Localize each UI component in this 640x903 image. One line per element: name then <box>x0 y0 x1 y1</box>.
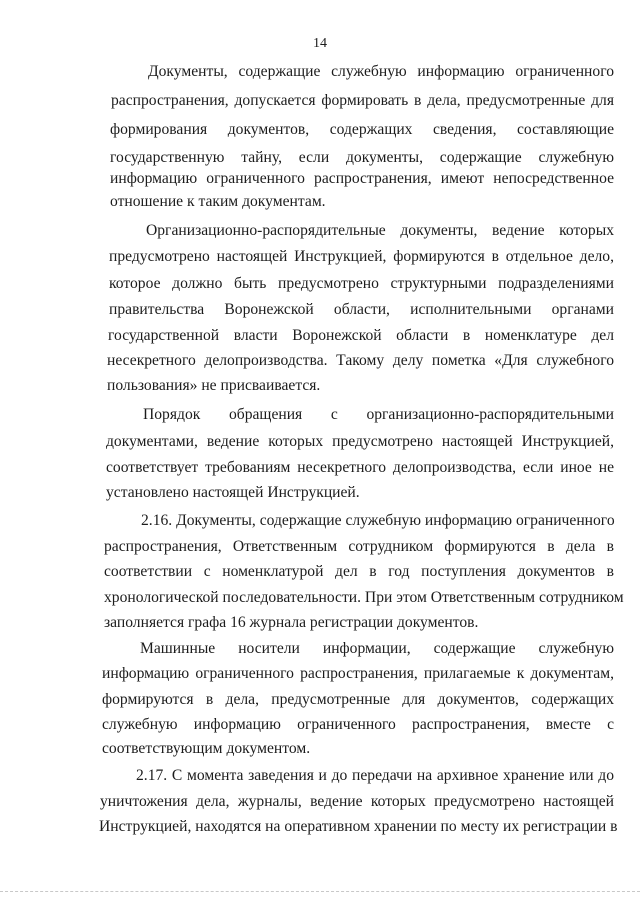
paragraph-2-line-2: предусмотрено настоящей Инструкцией, формируются в отдельное дело, <box>109 248 614 265</box>
paragraph-4-line-3: соответствии с номенклатурой дел в год поступления документов в <box>104 563 614 580</box>
paragraph-6-line-2: уничтожения дела, журналы, ведение которых предусмотрено настоящей <box>100 793 614 810</box>
paragraph-5-line-3: формируются в дела, предусмотренные для документов, содержащих <box>102 691 614 708</box>
paragraph-1-line-3: формирования документов, содержащих сведения, составляющие <box>110 121 614 138</box>
paragraph-2-line-6: несекретного делопроизводства. Такому делу пометка «Для служебного <box>107 352 614 369</box>
page-number: 14 <box>313 36 327 51</box>
paragraph-1-line-5: информацию ограниченного распространения, имеют непосредственное <box>110 170 614 187</box>
paragraph-5-line-1: Машинные носители информации, содержащие служебную <box>140 640 614 657</box>
paragraph-1-line-2: распространения, допускается формировать в дела, предусмотренные для <box>111 92 614 109</box>
paragraph-4-line-4: хронологической последовательности. При этом Ответственным сотрудником <box>104 589 624 606</box>
paragraph-1-line-6: отношение к таким документам. <box>110 193 326 210</box>
paragraph-4-line-5: заполняется графа 16 журнала регистрации документов. <box>104 614 479 631</box>
paragraph-4-line-2: распространения, Ответственным сотрудником формируются в дела в <box>104 538 614 555</box>
paragraph-4-line-1: 2.16. Документы, содержащие служебную информацию ограниченного <box>141 512 615 529</box>
paragraph-6-line-1: 2.17. С момента заведения и до передачи на архивное хранение или до <box>136 767 614 784</box>
paragraph-2-line-3: которое должно быть предусмотрено структурными подразделениями <box>109 275 614 292</box>
paragraph-6-line-3: Инструкцией, находятся на оперативном хранении по месту их регистрации в <box>99 818 618 835</box>
paragraph-2-line-1: Организационно-распорядительные документы, ведение которых <box>146 222 614 239</box>
paragraph-3-line-3: соответствует требованиям несекретного делопроизводства, если иное не <box>106 459 614 476</box>
paragraph-1-line-1: Документы, содержащие служебную информацию ограниченного <box>148 63 614 80</box>
paragraph-2-line-7: пользования» не присваивается. <box>107 377 321 394</box>
paragraph-3-line-4: установлено настоящей Инструкцией. <box>106 484 360 501</box>
paragraph-5-line-2: информацию ограниченного распространения, прилагаемые к документам, <box>102 665 614 682</box>
page-bottom-edge <box>0 891 640 892</box>
paragraph-1-line-4: государственную тайну, если документы, содержащие служебную <box>110 149 614 166</box>
paragraph-3-line-1: Порядок обращения с организационно-распорядительными <box>143 406 614 423</box>
paragraph-5-line-4: служебную информацию ограниченного распространения, вместе с <box>102 716 614 733</box>
paragraph-3-line-2: документами, ведение которых предусмотрено настоящей Инструкцией, <box>106 433 614 450</box>
paragraph-2-line-4: правительства Воронежской области, исполнительными органами <box>109 301 614 318</box>
paragraph-2-line-5: государственной власти Воронежской области в номенклатуре дел <box>108 327 614 344</box>
paragraph-5-line-5: соответствующим документом. <box>102 740 311 757</box>
